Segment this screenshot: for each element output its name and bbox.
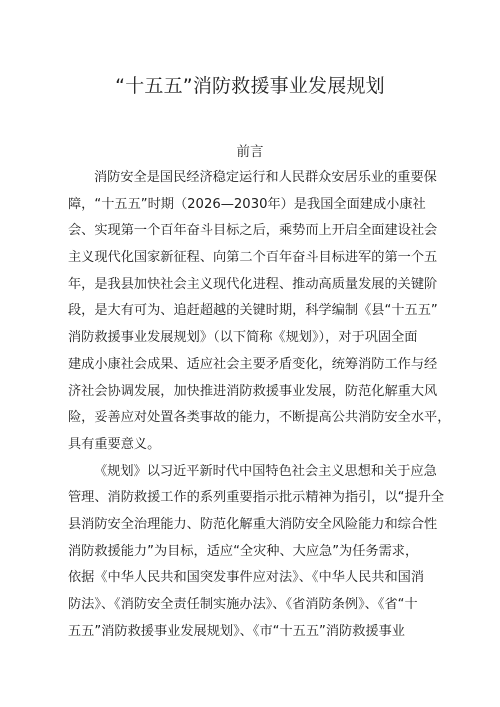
paragraph-line: 建成小康社会成果、适应社会主要矛盾变化，统筹消防工作与经 <box>68 356 438 372</box>
document-title: “十五五”消防救援事业发展规划 <box>115 75 385 97</box>
paragraph-line: 主义现代化国家新征程、向第二个百年奋斗目标进军的第一个五 <box>68 250 438 266</box>
paragraph-line: 会、实现第一个百年奋斗目标之后，乘势而上开启全面建设社会 <box>68 223 438 239</box>
paragraph-line: 依据《中华人民共和国突发事件应对法》、《中华人民共和国消 <box>68 570 425 586</box>
paragraph-line: 防法》、《消防安全责任制实施办法》、《省消防条例》、《省“十 <box>68 597 418 612</box>
paragraph-line: 具有重要意义。 <box>68 436 161 452</box>
paragraph-line: 《规划》以习近平新时代中国特色社会主义思想和关于应急 <box>94 463 437 479</box>
paragraph-line: 障，“十五五”时期（2026—2030年）是我国全面建成小康社 <box>68 196 426 212</box>
paragraph-line: 消防救援事业发展规划》（以下简称《规划》），对于巩固全面 <box>68 330 418 346</box>
paragraph-line: 消防安全是国民经济稳定运行和人民群众安居乐业的重要保 <box>94 170 437 185</box>
paragraph-line: 年，是我县加快社会主义现代化进程、推动高质量发展的关键阶 <box>68 276 438 292</box>
paragraph-line: 五五”消防救援事业发展规划》、《市“十五五”消防救援事业 <box>68 623 405 639</box>
body-text <box>68 165 451 645</box>
paragraph-line: 济社会协调发展，加快推进消防救援事业发展，防范化解重大风 <box>68 383 438 399</box>
paragraph-line: 险，妥善应对处置各类事故的能力，不断提高公共消防安全水平， <box>68 410 451 426</box>
paragraph-line: 消防救援能力”为目标，适应“全灾种、大应急”为任务需求， <box>68 543 419 559</box>
paragraph-line: 段，是大有可为、追赶超越的关键时期，科学编制《县“十五五” <box>68 303 438 319</box>
paragraph-line: 县消防安全治理能力、防范化解重大消防安全风险能力和综合性 <box>68 516 438 532</box>
paragraph-line: 管理、消防救援工作的系列重要指示批示精神为指引，以“提升全 <box>68 490 445 506</box>
section-heading-preface: 前言 <box>236 144 264 160</box>
